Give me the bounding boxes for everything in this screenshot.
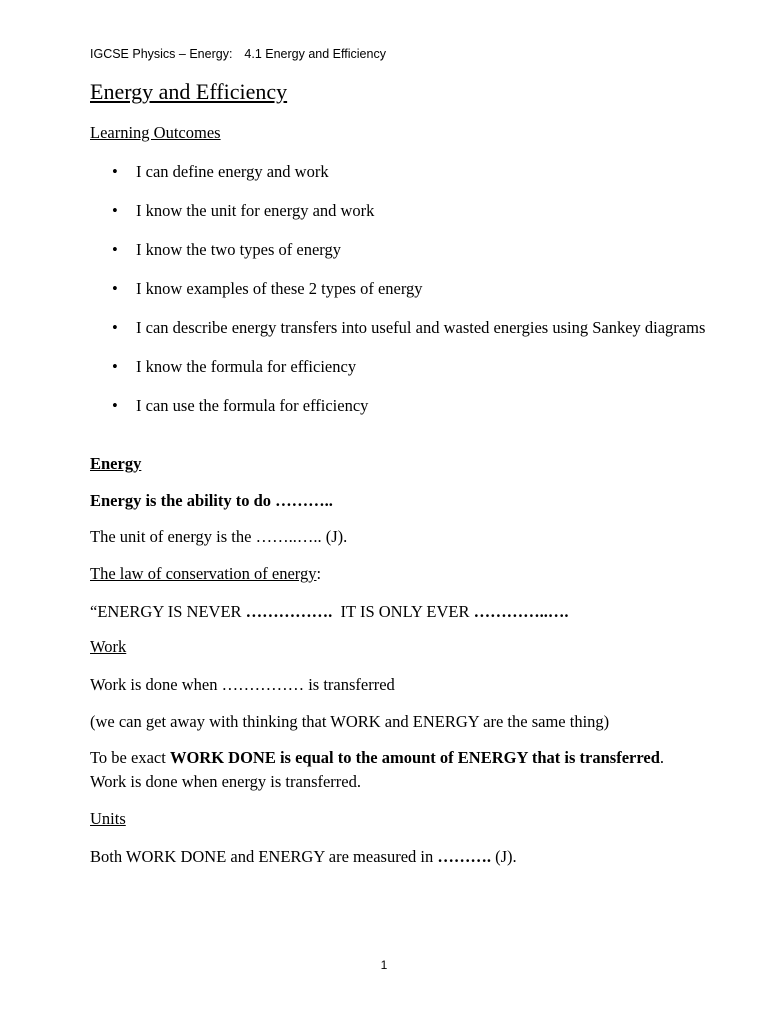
list-item xyxy=(110,394,710,417)
list-item-text: I know the unit for energy and work xyxy=(136,201,375,220)
work-line-3-prefix: To be exact xyxy=(90,748,170,767)
work-line-3-bold: WORK DONE is equal to the amount of ENERGY that is transferred xyxy=(169,748,660,767)
bullet-icon: • xyxy=(112,396,118,415)
header-course: IGCSE Physics – Energy: xyxy=(90,47,233,61)
list-item-text: I can define energy and work xyxy=(136,162,329,181)
list-item xyxy=(110,316,710,339)
page-number: 1 xyxy=(380,958,388,972)
learning-outcomes-list xyxy=(110,160,710,433)
conservation-law-heading-text: The law of conservation of energy xyxy=(90,564,317,583)
learning-outcomes-heading: Learning Outcomes xyxy=(90,123,221,142)
quote-part-1: “ENERGY IS NEVER xyxy=(90,602,246,621)
units-line-prefix: Both WORK DONE and ENERGY are measured in xyxy=(90,847,438,866)
list-item xyxy=(110,160,710,183)
energy-definition-text: Energy is the ability to do ……….. xyxy=(90,491,333,510)
header-section: 4.1 Energy and Efficiency xyxy=(244,47,386,61)
list-item-text: I know examples of these 2 types of energy xyxy=(136,279,423,298)
list-item xyxy=(110,238,710,261)
work-line-3 xyxy=(90,746,680,794)
quote-blank-1: ……………. xyxy=(245,602,333,621)
conservation-law-heading xyxy=(90,562,321,586)
units-line xyxy=(90,845,517,869)
list-item-text: I know the two types of energy xyxy=(136,240,341,259)
quote-blank-2: …………..…. xyxy=(473,602,569,621)
work-line-2: (we can get away with thinking that WORK and ENERGY are the same thing) xyxy=(90,712,610,731)
units-line-blank: ………. xyxy=(437,847,491,866)
bullet-icon: • xyxy=(112,279,118,298)
list-item xyxy=(110,277,710,300)
list-item-text: I can use the formula for efficiency xyxy=(136,396,369,415)
units-heading xyxy=(90,807,126,831)
page-header xyxy=(90,47,386,61)
list-item-text: I can describe energy transfers into useful and wasted energies using Sankey diagrams xyxy=(136,318,706,337)
list-item xyxy=(110,355,710,378)
energy-heading-text: Energy xyxy=(90,454,142,473)
conservation-law-colon: : xyxy=(316,564,322,583)
units-line-suffix: (J). xyxy=(490,847,517,866)
quote-part-2: IT IS ONLY EVER xyxy=(332,602,474,621)
bullet-icon: • xyxy=(112,201,118,220)
page-title: Energy and Efficiency xyxy=(90,79,288,104)
conservation-quote xyxy=(90,600,569,624)
bullet-icon: • xyxy=(112,162,118,181)
bullet-icon: • xyxy=(112,240,118,259)
energy-definition xyxy=(90,489,333,513)
list-item-text: I know the formula for efficiency xyxy=(136,357,357,376)
units-heading-text: Units xyxy=(90,809,126,828)
work-heading xyxy=(90,635,126,659)
work-heading-text: Work xyxy=(90,637,127,656)
work-line-1: Work is done when …………… is transferred xyxy=(90,675,395,694)
bullet-icon: • xyxy=(112,357,118,376)
bullet-icon: • xyxy=(112,318,118,337)
work-line-3-suffix: . Work is done when energy is transferred. xyxy=(90,748,665,791)
energy-heading xyxy=(90,452,141,476)
list-item xyxy=(110,199,710,222)
energy-unit-line: The unit of energy is the ……..….. (J). xyxy=(90,527,348,546)
